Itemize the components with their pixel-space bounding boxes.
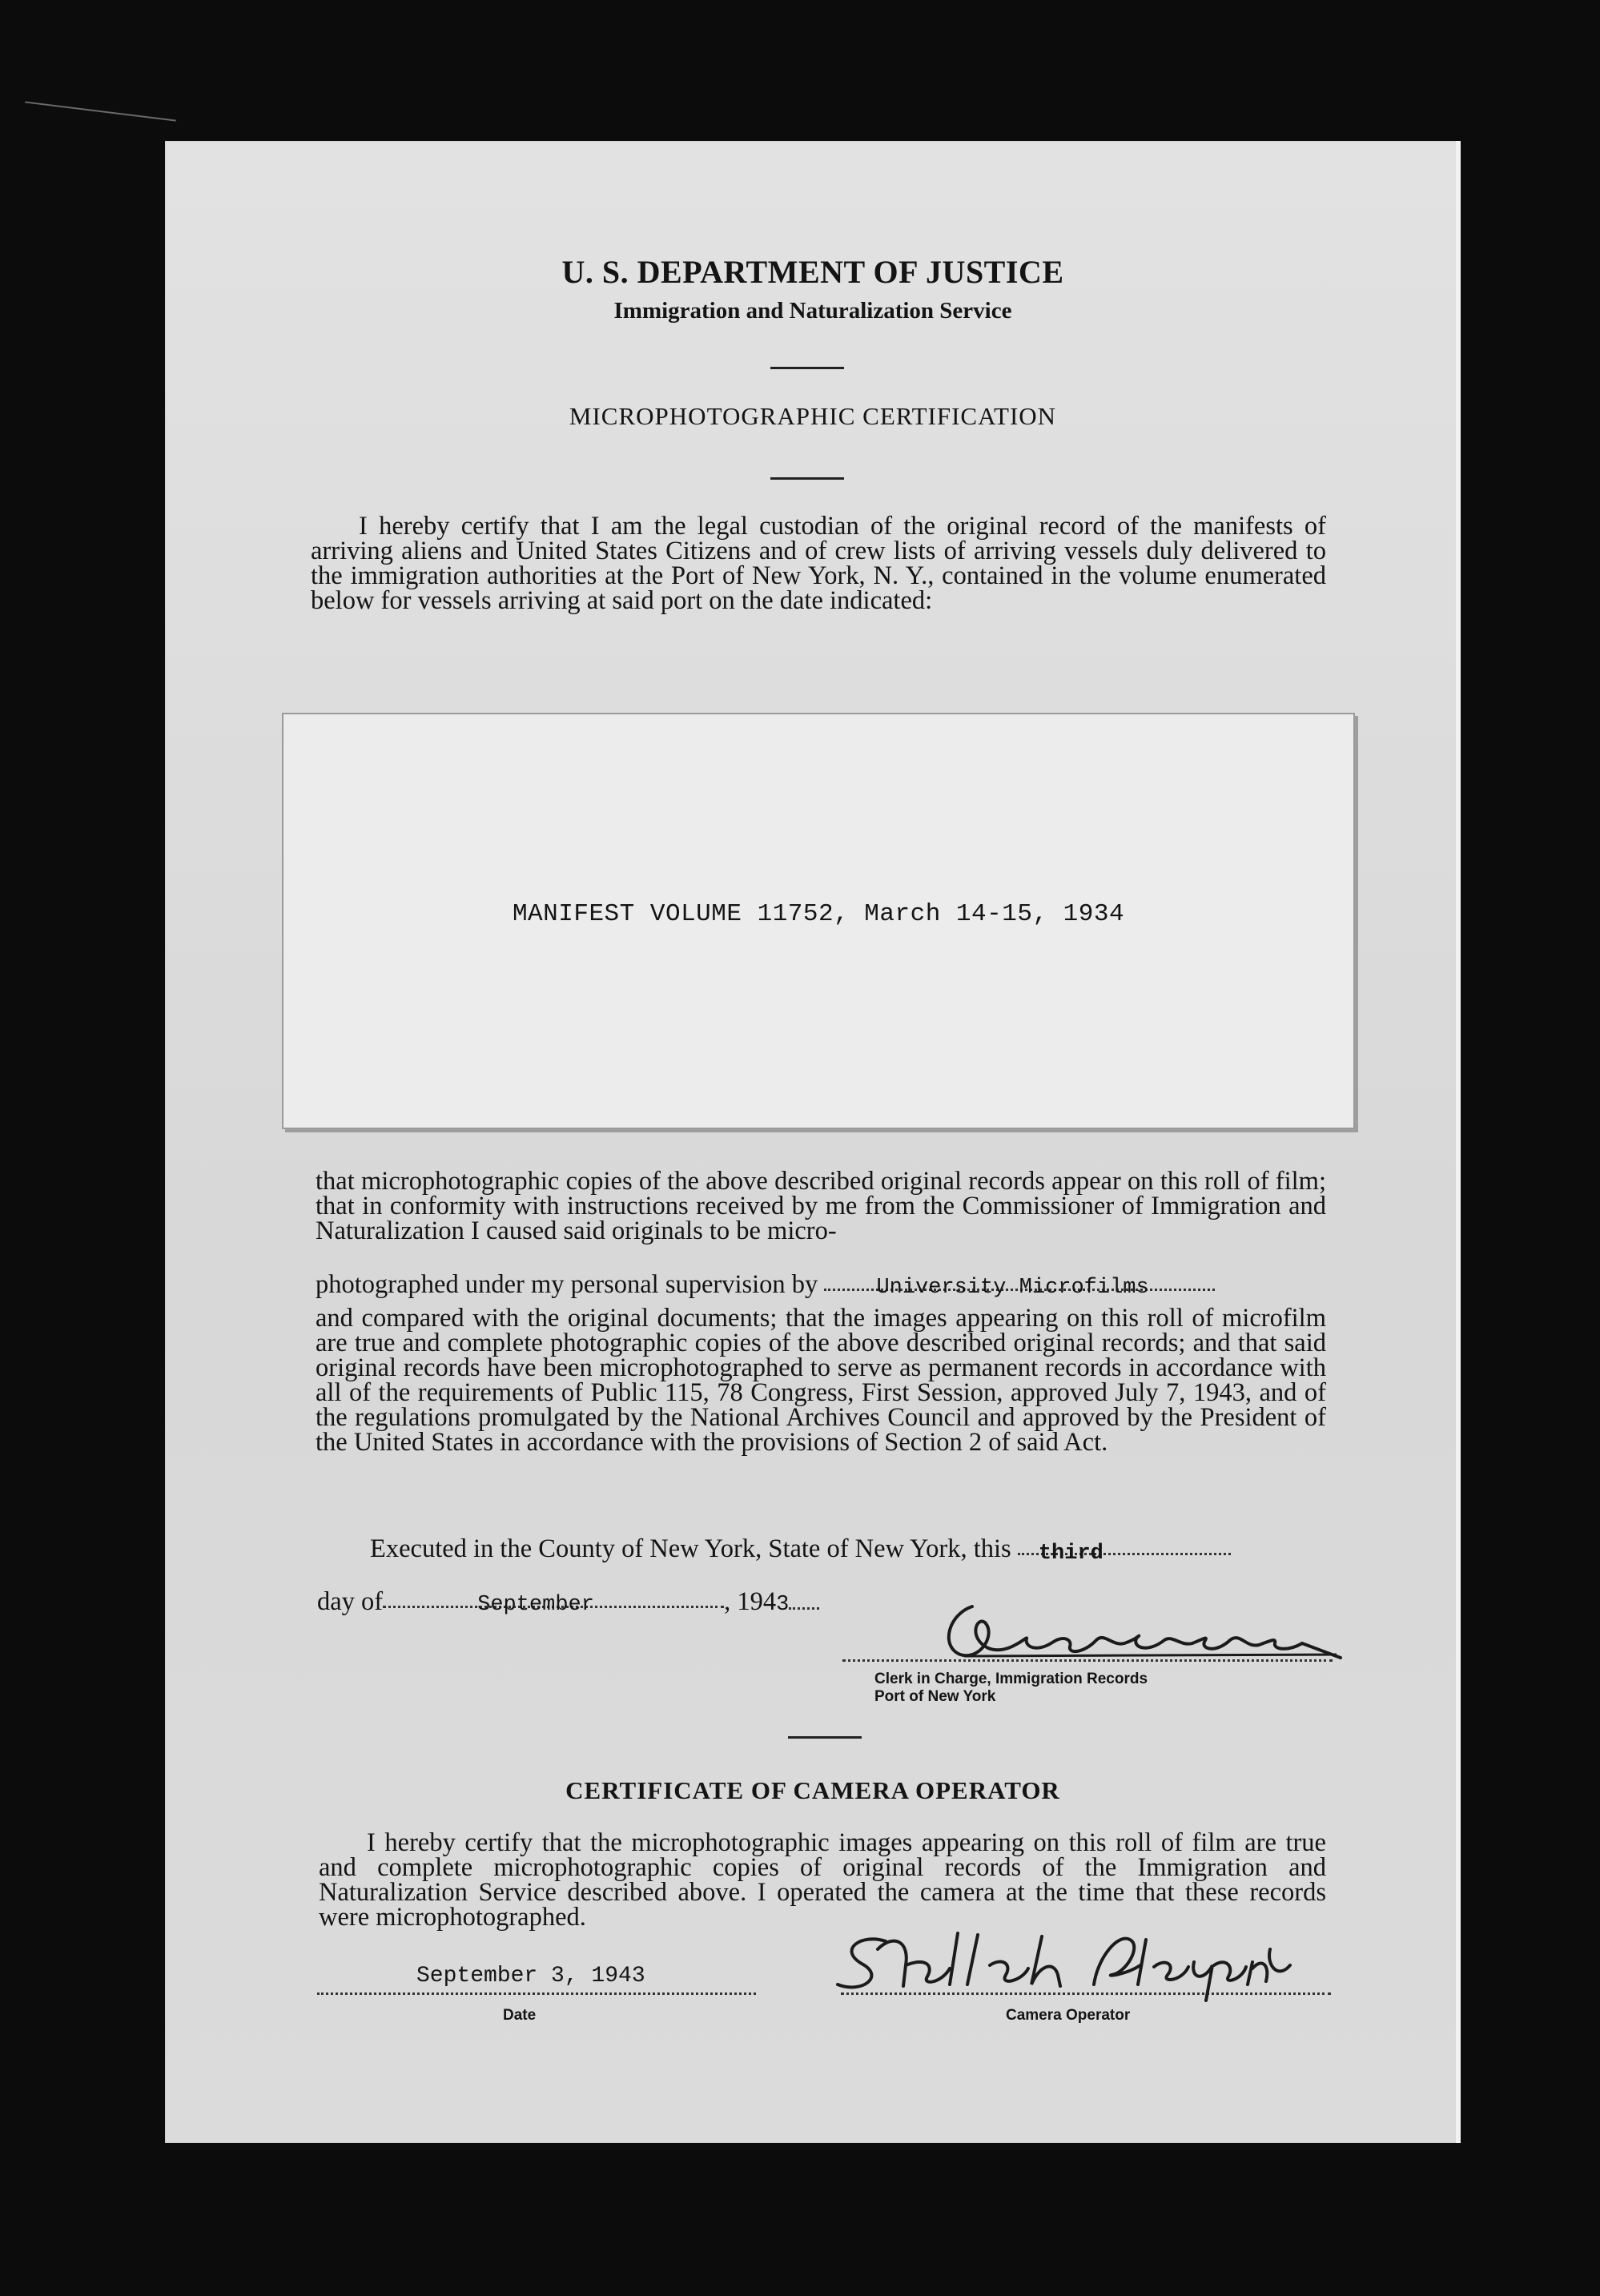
executed-day-field [1018, 1542, 1231, 1566]
date-line [317, 1992, 756, 1995]
photographed-by-value: University Microfilms [876, 1276, 1149, 1300]
day-of-label: day of [317, 1587, 384, 1616]
operator-date-value: September 3, 1943 [416, 1964, 645, 1988]
certification-intro: I hereby certify that I am the legal custodian of the original record of the manifests of arriving aliens and United States Citizens and of crew lists of arriving vessels duly delivered to the immigration authorities at the Port of New York, N. Y., contained in the volume enumerated below for vessels arriving at said port on the date indicated: [311, 512, 1326, 615]
year-digit: 3 [776, 1593, 790, 1617]
clerk-title-line2: Port of New York [874, 1688, 996, 1705]
certificate-sheet [165, 141, 1461, 2143]
divider [770, 367, 844, 369]
month-value: September [477, 1593, 594, 1617]
day-of-line [317, 1587, 819, 1617]
executed-day-value: third [1038, 1542, 1104, 1566]
camera-operator-label: Camera Operator [1006, 2007, 1131, 2024]
date-label: Date [503, 2007, 537, 2024]
clerk-title-line1: Clerk in Charge, Immigration Records [874, 1671, 1148, 1687]
clerk-signature [932, 1590, 1349, 1679]
divider [770, 477, 844, 480]
photographed-by-label: photographed under my personal supervision by [316, 1270, 818, 1299]
executed-label: Executed in the County of New York, State of New York, this [370, 1534, 1011, 1563]
operator-section-title: CERTIFICATE OF CAMERA OPERATOR [565, 1776, 1060, 1804]
certification-title: MICROPHOTOGRAPHIC CERTIFICATION [569, 402, 1057, 430]
certification-body-part1: that microphotographic copies of the above described original records appear on this roll of film; that in conformity with instructions received by me from the Commissioner of Immigration and Naturalization I caused said originals to be micro- [316, 1167, 1326, 1245]
clerk-title [874, 1671, 1148, 1706]
year-tail-dots [789, 1607, 819, 1610]
year-prefix: , 194 [724, 1587, 777, 1616]
agency-heading: U. S. DEPARTMENT OF JUSTICE [561, 254, 1064, 290]
photographed-by-line [316, 1270, 1215, 1300]
scan-edge-mark [24, 101, 176, 126]
service-subheading: Immigration and Naturalization Service [613, 298, 1012, 324]
operator-certification-text: I hereby certify that the microphotographic images appearing on this roll of film are true and complete microphotographic copies of original records of the Immigration and Naturalization Service described above. I operated the camera at the time that these records were microphotographed. [319, 1828, 1326, 1932]
executed-line [370, 1534, 1231, 1564]
month-field [383, 1593, 724, 1617]
divider [788, 1736, 862, 1739]
certification-body-part2: and compared with the original documents; that the images appearing on this roll of microfilm are true and complete photographic copies of the above described original records; and that said original records have been microphotographed to serve as permanent records in accordance with all of the requirements of Public 115, 78 Congress, First Session, approved July 7, 1943, and of the regulations promulgated by the National Archives Council and approved by the President of the United States in accordance with the provisions of Section 2 of said Act. [316, 1304, 1326, 1457]
volume-slip-text: MANIFEST VOLUME 11752, March 14-15, 1934 [512, 900, 1125, 928]
operator-signature [830, 1917, 1294, 2005]
photographed-by-field [824, 1276, 1215, 1300]
volume-slip [282, 713, 1355, 1129]
